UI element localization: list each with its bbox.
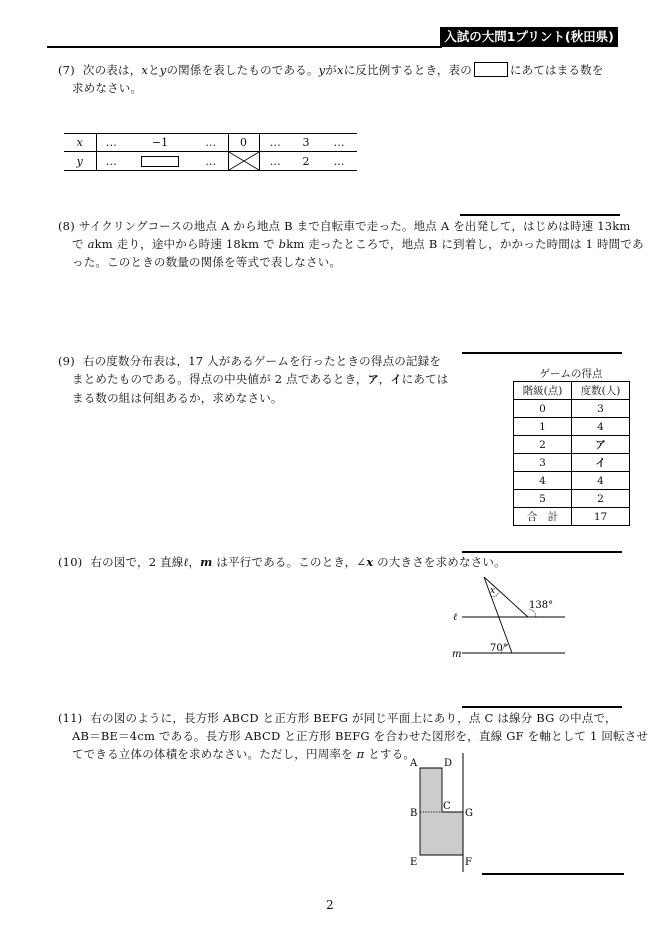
- header-rule: [47, 46, 442, 48]
- q8-text: サイクリングコースの地点 A から地点 B まで自転車で走った。地点 A を出発して，はじめは時速 13km: [78, 219, 631, 233]
- question-number: (10): [58, 555, 83, 569]
- column-header: 階級(点): [514, 382, 572, 400]
- table-cell: 3: [572, 400, 630, 418]
- table-cell: 5: [514, 490, 572, 508]
- answer-line: [460, 214, 620, 216]
- question-9: [58, 352, 478, 407]
- transversal-left: [484, 577, 512, 653]
- q11-text: てできる立体の体積を求めなさい。ただし，円周率を: [72, 747, 357, 761]
- table-cell: …: [96, 134, 126, 152]
- q10-text: の大きさを求めなさい。: [373, 555, 506, 569]
- page-number: 2: [326, 898, 334, 912]
- answer-line: [462, 352, 622, 354]
- q7-text: と: [148, 63, 160, 77]
- table-cell: …: [321, 134, 357, 152]
- q7-text: にあてはまる数を: [509, 63, 604, 77]
- label-l: ℓ: [453, 612, 458, 623]
- table-row-x: [64, 134, 357, 152]
- table-row: [514, 472, 630, 490]
- row-label: y: [76, 154, 83, 168]
- label-f: F: [465, 857, 472, 868]
- table-cell: 4: [514, 472, 572, 490]
- frequency-table: [513, 381, 630, 526]
- var-y: y: [159, 63, 167, 77]
- table-row: [514, 454, 630, 472]
- table-cell: …: [259, 134, 291, 152]
- table-cell: 0: [228, 134, 259, 152]
- q9-text: ，: [378, 372, 391, 386]
- q8-text: で: [72, 237, 88, 251]
- label-g: G: [465, 808, 473, 819]
- answer-line: [482, 873, 624, 875]
- q11-text: 右の図のように，長方形 ABCD と正方形 BEFG が同じ平面上にあり，点 C は線分 BG の中点で，: [90, 711, 617, 725]
- q10-text: 右の図で，2 直線: [90, 555, 184, 569]
- q7-text: 求めなさい。: [72, 81, 143, 95]
- var-x: x: [366, 555, 374, 569]
- table-cell: −1: [126, 134, 194, 152]
- var-pi: π: [356, 747, 365, 761]
- table-row: [514, 418, 630, 436]
- q9-text: 右の度数分布表は，17 人があるゲームを行ったときの得点の記録を: [82, 354, 442, 368]
- table-row: [514, 436, 630, 454]
- question-11: [58, 709, 658, 763]
- parallel-lines-figure: [440, 570, 570, 665]
- var-x: x: [141, 63, 149, 77]
- rectangle-square-figure: [400, 748, 490, 878]
- table-cell: 4: [572, 418, 630, 436]
- table-cell: …: [194, 152, 228, 171]
- q8-text: km 走ったところで，地点 B に到着し，かかった時間は 1 時間であ: [286, 237, 644, 251]
- frequency-table-title: ゲームの得点: [539, 368, 603, 380]
- angle-138-label: 138°: [529, 600, 554, 611]
- label-b: B: [410, 808, 418, 819]
- table-row: [514, 490, 630, 508]
- answer-blank-box: [141, 156, 179, 167]
- q11-text: とする。: [364, 747, 416, 761]
- table-cell: イ: [572, 454, 630, 472]
- label-d: D: [444, 758, 453, 769]
- q8-text: った。このときの数量の関係を等式で表しなさい。: [72, 255, 342, 269]
- q9-text: まとめたものである。得点の中央値が 2 点であるとき，: [72, 372, 368, 386]
- label-e: E: [410, 857, 418, 868]
- q10-text: は平行である。このとき，∠: [212, 555, 367, 569]
- table-cell: ア: [572, 436, 630, 454]
- q9-text: まる数の組は何組あるか，求めなさい。: [72, 391, 283, 405]
- table-row: [514, 400, 630, 418]
- table-cell: 1: [514, 418, 572, 436]
- label-c: C: [443, 801, 451, 812]
- angle-70-label: 70°: [490, 643, 508, 654]
- answer-line: [462, 706, 622, 708]
- q7-text: の関係を表したものである。: [166, 63, 319, 77]
- var-m: m: [200, 555, 213, 569]
- header-title: 入試の大問1プリント(秋田県): [440, 27, 618, 47]
- var-y: y: [318, 63, 326, 77]
- column-header: 度数(人): [572, 382, 630, 400]
- question-8: [58, 217, 648, 271]
- table-cell: 2: [572, 490, 630, 508]
- cross-mark-icon: [229, 152, 259, 170]
- q7-text: が: [325, 63, 337, 77]
- table-cell: 4: [572, 472, 630, 490]
- shaded-figure: [420, 768, 463, 855]
- var-a: a: [87, 237, 95, 251]
- q7-text: に反比例するとき，表の: [343, 63, 472, 77]
- row-label: x: [76, 136, 83, 149]
- table-cell: …: [96, 152, 126, 171]
- table-cell: …: [259, 152, 291, 171]
- table-cell: …: [194, 134, 228, 152]
- table-cell: 17: [572, 508, 630, 526]
- label-m: m: [452, 649, 462, 660]
- q8-text: km 走り，途中から時速 18km で: [94, 237, 279, 251]
- var-l: ℓ: [183, 555, 189, 569]
- table-cell: 合 計: [514, 508, 572, 526]
- kana-a: ア: [367, 373, 379, 386]
- question-10: [58, 553, 648, 571]
- label-a: A: [410, 758, 418, 769]
- question-7: [58, 61, 638, 97]
- label-x: x: [490, 586, 496, 596]
- question-number: (9): [58, 354, 75, 368]
- xy-table: [64, 133, 357, 171]
- table-row-y: [64, 152, 357, 171]
- table-cell: 0: [514, 400, 572, 418]
- question-number: (11): [58, 711, 83, 725]
- question-number: (7): [58, 63, 75, 77]
- table-row-total: [514, 508, 630, 526]
- table-cell-crossed: [228, 152, 259, 171]
- table-header-row: [514, 382, 630, 400]
- table-cell: 2: [514, 436, 572, 454]
- q7-text: 次の表は，: [82, 63, 142, 77]
- question-number: (8): [58, 219, 75, 233]
- table-cell: 2: [291, 152, 321, 171]
- transversal-right: [484, 577, 528, 617]
- var-x: x: [337, 63, 344, 77]
- table-cell-blank: [126, 152, 194, 171]
- table-cell: 3: [514, 454, 572, 472]
- table-cell: 3: [291, 134, 321, 152]
- kana-i: イ: [390, 373, 402, 386]
- answer-blank-box: [474, 62, 508, 77]
- q10-text: ，: [188, 555, 201, 569]
- table-cell: …: [321, 152, 357, 171]
- var-b: b: [278, 237, 287, 251]
- q9-text: にあては: [401, 372, 449, 386]
- q11-text: AB＝BE＝4cm である。長方形 ABCD と正方形 BEFG を合わせた図形を，直線 GF を軸として 1 回転させ: [72, 729, 649, 743]
